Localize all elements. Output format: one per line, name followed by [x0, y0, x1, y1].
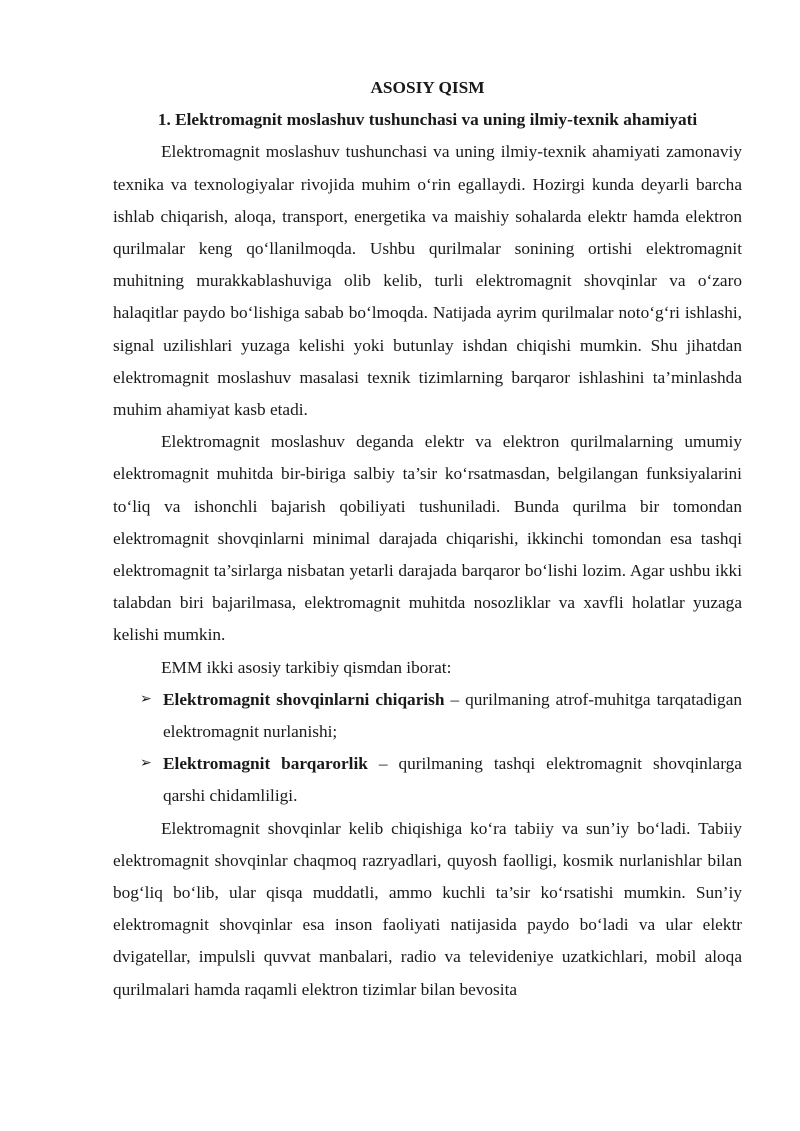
- arrow-bullet-icon: ➢: [140, 756, 152, 772]
- arrow-bullet-icon: ➢: [140, 691, 152, 707]
- paragraph-1: Elektromagnit moslashuv tushunchasi va uning ilmiy-texnik ahamiyati zamonaviy texnika va texnologiyalar rivojida muhim o‘rin egallaydi. Hozirgi kunda deyarli barcha ishlab chiqarish, aloqa, transport, energetika va maishiy sohalarda elektr hamda elektron qurilmalar keng qo‘llanilmoqda. Ushbu qurilmalar sonining ortishi elektromagnit muhitning murakkablashuviga olib kelib, turli elektromagnit shovqinlar va o‘zaro halaqitlar paydo bo‘lishiga sabab bo‘lmoqda. Natijada ayrim qurilmalar noto‘g‘ri ishlashi, signal uzilishlari yuzaga kelishi yoki butunlay ishdan chiqishi mumkin. Shu jihatdan elektromagnit moslashuv masalasi texnik tizimlarning barqaror ishlashini ta’minlashda muhim ahamiyat kasb etadi.: [113, 142, 742, 420]
- list-item: [113, 684, 742, 748]
- list-item-term: Elektromagnit barqarorlik: [163, 754, 368, 774]
- list-item: [113, 748, 742, 812]
- paragraph-4: Elektromagnit shovqinlar kelib chiqishiga ko‘ra tabiiy va sun’iy bo‘ladi. Tabiiy elektromagnit shovqinlar chaqmoq razryadlari, quyosh faolligi, kosmik nurlanishlar bilan bog‘liq bo‘lib, ular qisqa muddatli, ammo kuchli ta’sir ko‘rsatishi mumkin. Sun’iy elektromagnit shovqinlar esa inson faoliyati natijasida paydo bo‘ladi va ular elektr dvigatellar, impulsli quvvat manbalari, radio va televideniye uzatkichlari, mobil aloqa qurilmalari hamda raqamli elektron tizimlar bilan bevosita: [113, 818, 742, 999]
- list-item-text: – qurilmaning tashqi elektromagnit shovqinlarga qarshi chidamliligi.: [163, 754, 742, 806]
- paragraph-2: Elektromagnit moslashuv deganda elektr va elektron qurilmalarning umumiy elektromagnit muhitda bir-biriga salbiy ta’sir ko‘rsatmasdan, belgilangan funksiyalarini to‘liq va ishonchli bajarish qobiliyati tushuniladi. Bunda qurilma bir tomondan elektromagnit shovqinlarni minimal darajada chiqarishi, ikkinchi tomondan esa tashqi elektromagnit ta’sirlarga nisbatan yetarli darajada barqaror bo‘lishi lozim. Agar ushbu ikki talabdan biri bajarilmasa, elektromagnit muhitda nosozliklar va xavfli holatlar yuzaga kelishi mumkin.: [113, 432, 742, 645]
- component-list: [113, 684, 742, 813]
- list-item-text: – qurilmaning atrof-muhitga tarqatadigan elektromagnit nurlanishi;: [163, 689, 742, 742]
- document-page: [113, 72, 742, 1006]
- paragraph-3: EMM ikki asosiy tarkibiy qismdan iborat:: [161, 657, 452, 677]
- subsection-heading: 1. Elektromagnit moslashuv tushunchasi va uning ilmiy-texnik ahamiyati: [157, 110, 698, 130]
- list-item-term: Elektromagnit shovqinlarni chiqarish: [163, 689, 445, 709]
- section-heading: ASOSIY QISM: [370, 78, 485, 97]
